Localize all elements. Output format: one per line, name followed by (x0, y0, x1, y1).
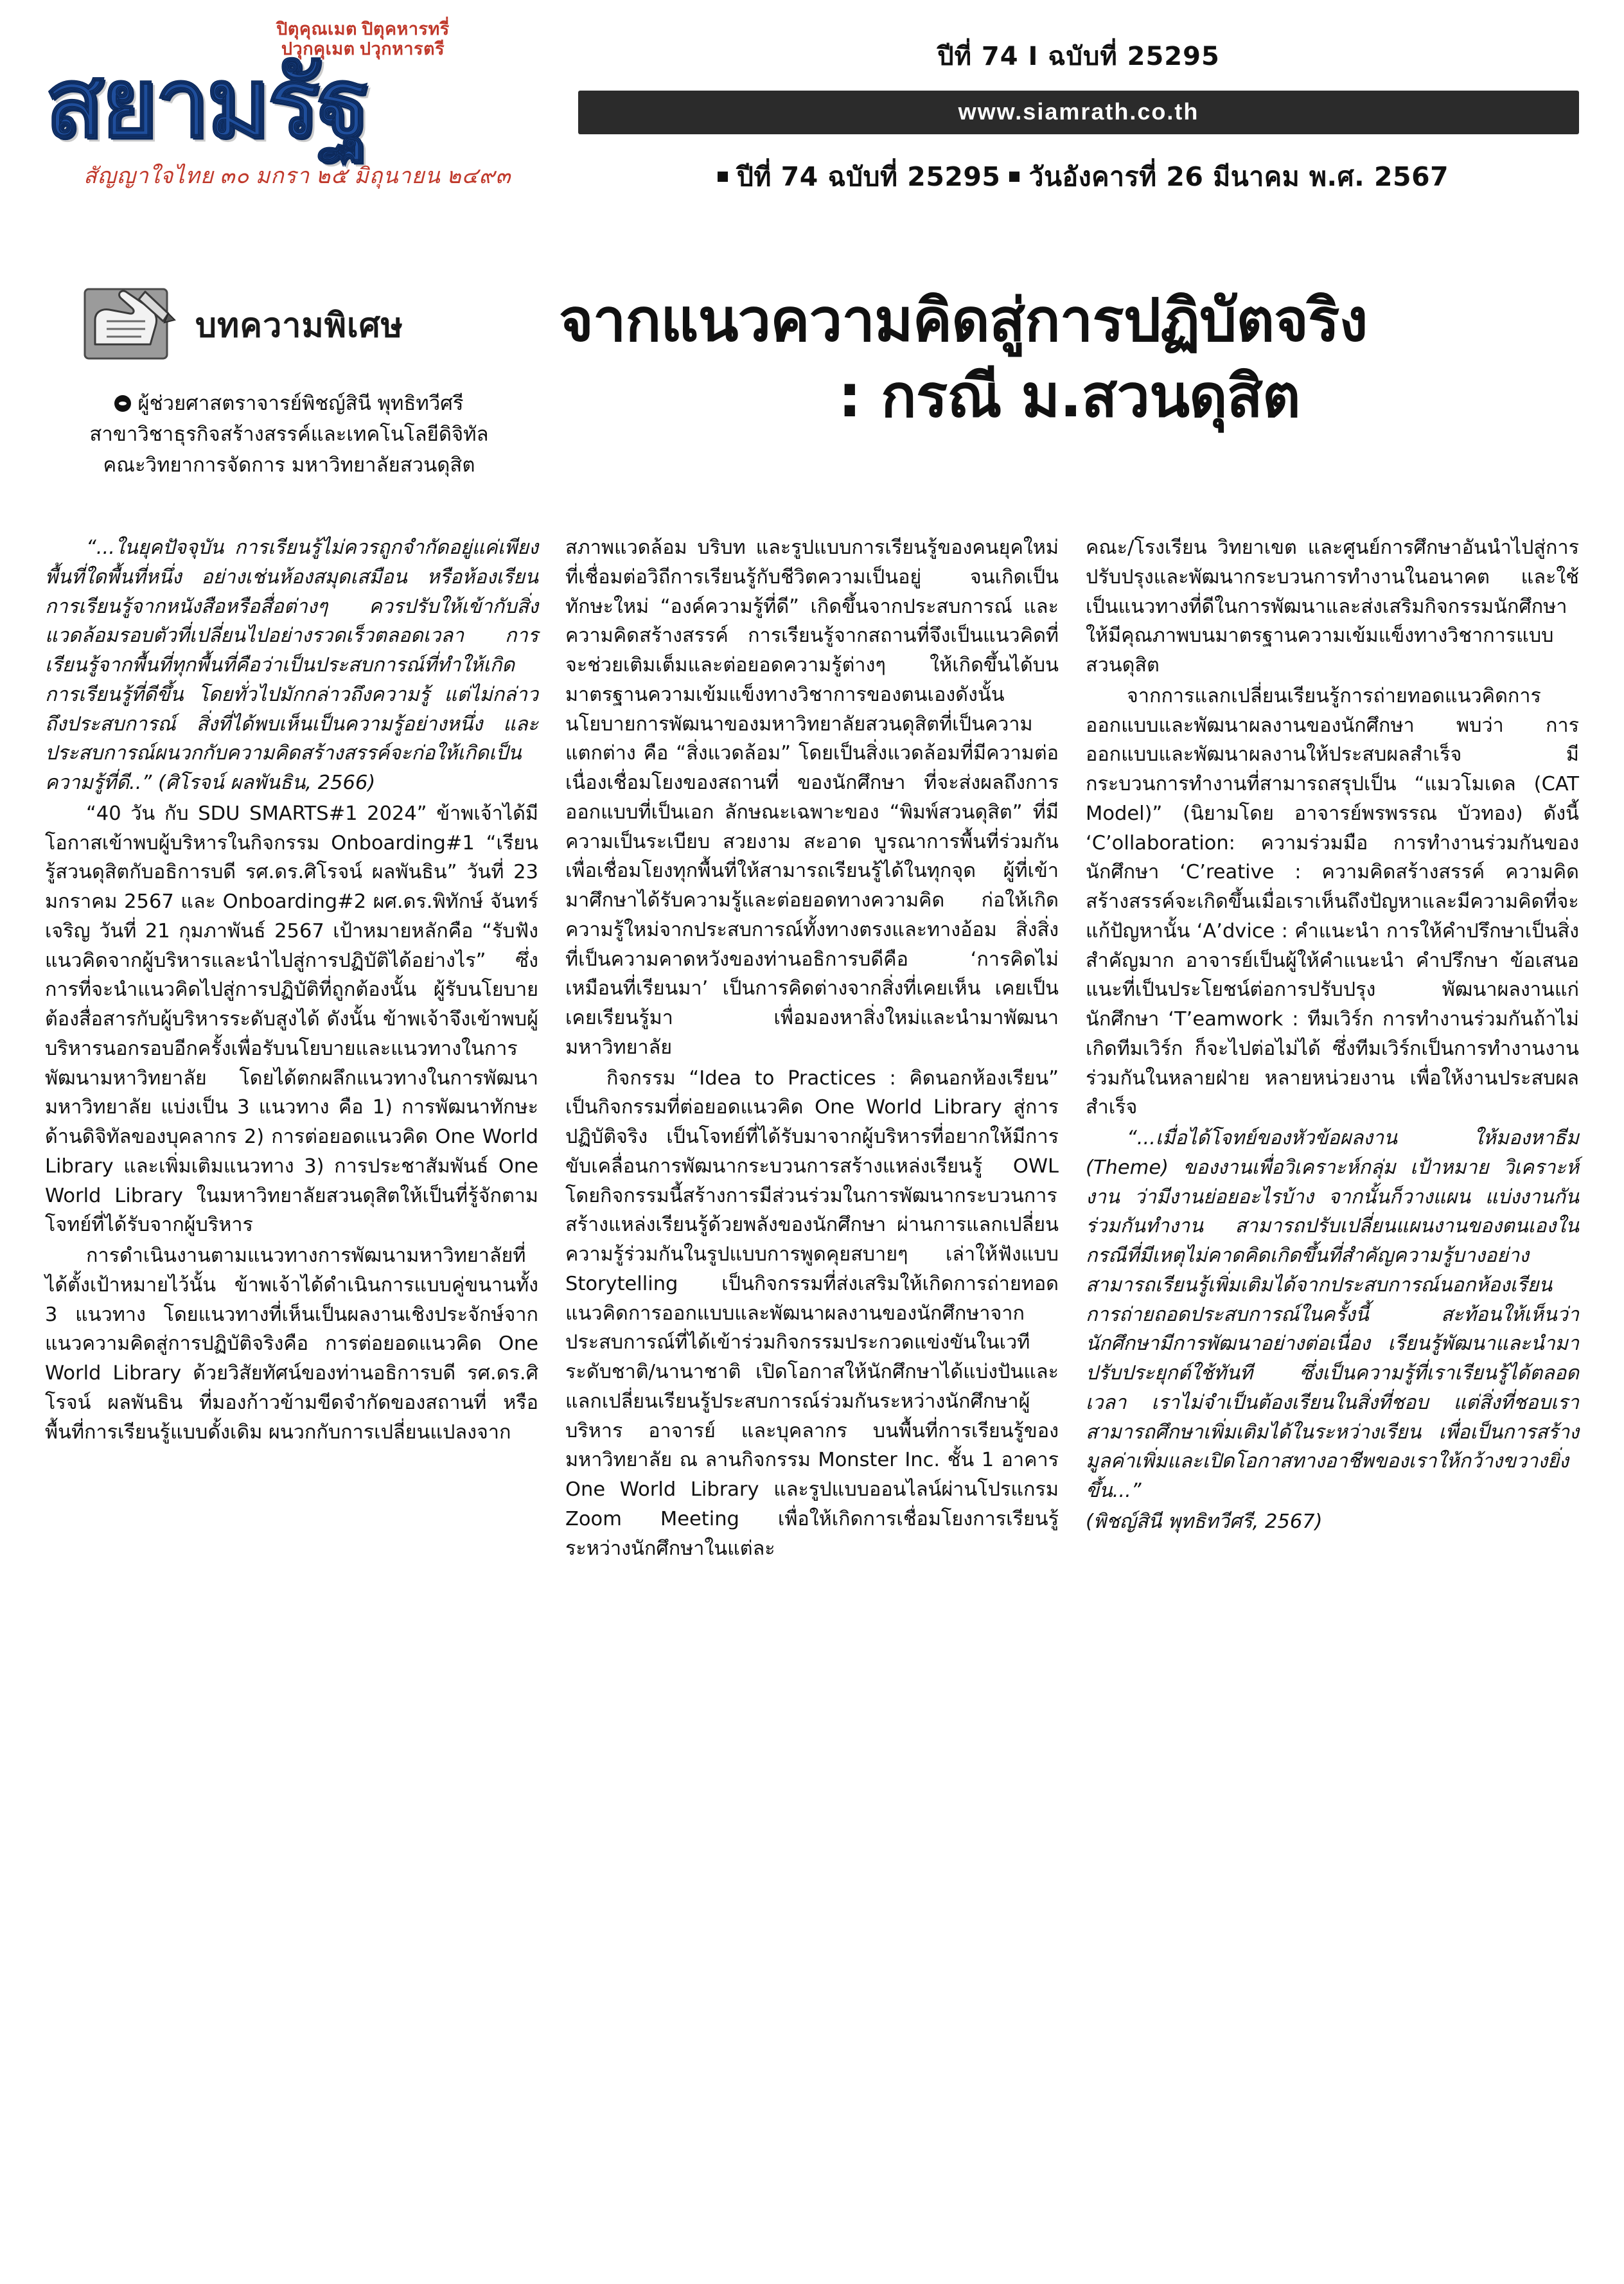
issue-line: ปีที่ 74 I ฉบับที่ 25295 (937, 42, 1220, 71)
column-2 (565, 533, 1059, 2262)
headline-area (45, 283, 1579, 514)
page-title (559, 283, 1579, 434)
paragraph: “...เมื่อได้โจทย์ของหัวข้อผลงาน ให้มองหาธีม (Theme) ของงานเพื่อวิเคราะห์กลุ่ม เป้าหมาย วิเคราะห์งาน ว่ามีงานย่อยอะไรบ้าง จากนั้นก็วางแผน แบ่งงานกัน ร่วมกันทำงาน สามารถปรับเปลี่ยนแผนงานของตนเองในกรณีที่มีเหตุไม่คาดคิดเกิดขึ้นที่สำคัญความรู้บางอย่างสามารถเรียนรู้เพิ่มเติมได้จากประสบการณ์นอกห้องเรียน การถ่ายถอดประสบการณ์ในครั้งนี้ สะท้อนให้เห็นว่านักศึกษามีการพัฒนาอย่างต่อเนื่อง เรียนรู้พัฒนาและนำมาปรับประยุกต์ใช้ทันที ซึ่งเป็นความรู้ที่เราเรียนรู้ได้ตลอดเวลา เราไม่จำเป็นต้องเรียนในสิ่งที่ชอบ แต่สิ่งที่ชอบเราสามารถศึกษาเพิ่มเติมได้ในระหว่างเรียน เพื่อเป็นการสร้างมูลค่าเพิ่มและเปิดโอกาสทางอาชีพของเราให้กว้างขวางยิ่งขึ้น...” (1086, 1127, 1579, 1502)
headline-line-1: จากแนวความคิดสู่การปฏิบัตจริง (559, 286, 1368, 355)
logo-wordmark: สยามรัฐ (45, 48, 367, 160)
square-bullet-icon-2 (1009, 172, 1019, 182)
headline-block (552, 283, 1579, 514)
byline-author-row (45, 388, 533, 419)
date-line-date: วันอังคารที่ 26 มีนาคม พ.ศ. 2567 (1028, 161, 1449, 192)
article-badge-block (45, 283, 552, 514)
date-line (578, 156, 1579, 198)
special-article-label: บทความพิเศษ (195, 306, 404, 345)
paragraph: จากการแลกเปลี่ยนเรียนรู้การถ่ายทอดแนวคิดการออกแบบและพัฒนาผลงานของนักศึกษา พบว่า การออกแบบและพัฒนาผลงานให้ประสบผลสำเร็จ มีกระบวนการทำงานที่สามารถสรุปเป็น “แมวโมเดล (CAT Model)” (นิยามโดย อาจารย์พรพรรณ บัวทอง) ดังนี้ ‘C’ollaboration: ความร่วมมือ การทำงานร่วมกันของนักศึกษา ‘C’reative : ความคิดสร้างสรรค์ ความคิด สร้างสรรค์จะเกิดขึ้นเมื่อเราเห็นถึงปัญหาและมีความคิดที่จะแก้ปัญหานั้น ‘A’dvice : คำแนะนำ การให้คำปรึกษาเป็นสิ่งสำคัญมาก อาจารย์เป็นผู้ให้คำแนะนำ คำปรึกษา ข้อเสนอแนะที่เป็นประโยชน์ต่อการปรับปรุง พัฒนาผลงานแก่นักศึกษา ‘T’eamwork : ทีมเวิร์ก การทำงานร่วมกันถ้าไม่เกิดทีมเวิร์ก ก็จะไปต่อไม่ได้ ซึ่งทีมเวิร์กเป็นการทำงานงานร่วมกันในหลายฝ่าย หลายหน่วยงาน เพื่อให้งานประสบผลสำเร็จ (1086, 684, 1579, 1119)
logo-sub-line-1: ปิตุคุณเมต ปิตุคหารทรี่ (276, 19, 450, 39)
paragraph: คณะ/โรงเรียน วิทยาเขต และศูนย์การศึกษาอันนำไปสู่การปรับปรุงและพัฒนากระบวนการทำงานในอนาคต และใช้เป็นแนวทางที่ดีในการพัฒนาและส่งเสริมกิจกรรมนักศึกษาให้มีคุณภาพบนมาตรฐานความเข้มแข็งทางวิชาการแบบสวนดุสิต (1086, 536, 1579, 677)
paragraph: การดำเนินงานตามแนวทางการพัฒนามหาวิทยาลัยที่ได้ตั้งเป้าหมายไว้นั้น ข้าพเจ้าได้ดำเนินการแบบคู่ขนานทั้ง 3 แนวทาง โดยแนวทางที่เห็นเป็นผลงานเชิงประจักษ์จากแนวความคิดสู่การปฏิบัติจริงคือ การต่อยอดแนวคิด One World Library ด้วยวิสัยทัศน์ของท่านอธิการบดี รศ.ดร.ศิโรจน์ ผลพันธิน ที่มองก้าวข้ามขีดจำกัดของสถานที่ หรือพื้นที่การเรียนรู้แบบดั้งเดิม ผนวกกับการเปลี่ยนแปลงจาก (45, 1244, 538, 1444)
column-1 (45, 533, 538, 2262)
byline-author: ผู้ช่วยศาสตราจารย์พิชญ์สินี พุทธิทวีศรี (137, 392, 464, 415)
column-3 (1086, 533, 1579, 2262)
website-url[interactable]: www.siamrath.co.th (578, 91, 1579, 134)
paragraph: “...ในยุคปัจจุบัน การเรียนรู้ไม่ควรถูกจำกัดอยู่แค่เพียงพื้นที่ใดพื้นที่หนึ่ง อย่างเช่นห้องสมุดเสมือน หรือห้องเรียน การเรียนรู้จากหนังสือหรือสื่อต่างๆ ควรปรับให้เข้ากับสิ่งแวดล้อมรอบตัวที่เปลี่ยนไปอย่างรวดเร็วตลอดเวลา การเรียนรู้จากพื้นที่ทุกพื้นที่คือว่าเป็นประสบการณ์ที่ทำให้เกิดการเรียนรู้ที่ดีขึ้น โดยทั่วไปมักกล่าวถึงความรู้ แต่ไม่กล่าวถึงประสบการณ์ สิ่งที่ได้พบเห็นเป็นความรู้อย่างหนึ่ง และประสบการณ์ผนวกกับความคิดสร้างสรรค์จะก่อให้เกิดเป็นความรู้ที่ดี..” (ศิโรจน์ ผลพันธิน, 2566) (45, 536, 538, 794)
date-line-issue: ปีที่ 74 ฉบับที่ 25295 (736, 161, 1001, 192)
article-body (45, 533, 1579, 2262)
special-article-badge (84, 283, 533, 366)
logo-sub-line-2: ปวุกคุเมต ปวุกหารตรี (281, 39, 445, 59)
eye-bullet-icon (114, 395, 131, 412)
headline-line-2: : กรณี ม.สวนดุสิต (838, 361, 1300, 430)
masthead-logo (45, 0, 578, 193)
logo-script-line: สัญญาใจไทย ๓๐ มกรา ๒๕ มิถุนายน ๒๔๙๓ (84, 164, 511, 189)
byline-faculty: คณะวิทยาการจัดการ มหาวิทยาลัยสวนดุสิต (103, 454, 475, 477)
square-bullet-icon (718, 172, 728, 182)
byline (45, 388, 533, 481)
masthead (45, 0, 1579, 276)
article-citation: (พิชญ์สินี พุทธิทวีศรี, 2567) (1086, 1510, 1323, 1533)
paragraph: กิจกรรม “Idea to Practices : คิดนอกห้องเรียน” เป็นกิจกรรมที่ต่อยอดแนวคิด One World Library สู่การปฏิบัติจริง เป็นโจทย์ที่ได้รับมาจากผู้บริหารที่อยากให้มีการขับเคลื่อนการพัฒนากระบวนการสร้างแหล่งเรียนรู้ OWL โดยกิจกรรมนี้สร้างการมีส่วนร่วมในการพัฒนากระบวนการสร้างแหล่งเรียนรู้ด้วยพลังของนักศึกษา ผ่านการแลกเปลี่ยนความรู้ร่วมกันในรูปแบบการพูดคุยสบายๆ เล่าให้ฟังแบบ Storytelling เป็นกิจกรรมที่ส่งเสริมให้เกิดการถ่ายทอดแนวคิดการออกแบบและพัฒนาผลงานของนักศึกษาจากประสบการณ์ที่ได้เข้าร่วมกิจกรรมประกวดแข่งขันในเวทีระดับชาติ/นานาชาติ เปิดโอกาสให้นักศึกษาได้แบ่งปันและแลกเปลี่ยนเรียนรู้ประสบการณ์ร่วมกันระหว่างนักศึกษาผู้บริหาร อาจารย์ และบุคลากร บนพื้นที่การเรียนรู้ของมหาวิทยาลัย ณ ลานกิจกรรม Monster Inc. ชั้น 1 อาคาร One World Library และรูปแบบออนไลน์ผ่านโปรแกรม Zoom Meeting เพื่อให้เกิดการเชื่อมโยงการเรียนรู้ระหว่างนักศึกษาในแต่ละ (565, 1067, 1059, 1560)
paragraph: สภาพแวดล้อม บริบท และรูปแบบการเรียนรู้ของคนยุคใหม่ ที่เชื่อมต่อวิถีการเรียนรู้กับชีวิตความเป็นอยู่ จนเกิดเป็นทักษะใหม่ “องค์ความรู้ที่ดี” เกิดขึ้นจากประสบการณ์ และความคิดสร้างสรรค์ การเรียนรู้จากสถานที่จึงเป็นแนวคิดที่จะช่วยเติมเต็มและต่อยอดความรู้ต่างๆ ให้เกิดขึ้นได้บนมาตรฐานความเข้มแข็งทางวิชาการของตนเองดังนั้นนโยบายการพัฒนาของมหาวิทยาลัยสวนดุสิตที่เป็นความแตกต่าง คือ “สิ่งแวดล้อม” โดยเป็นสิ่งแวดล้อมที่มีความต่อเนื่องเชื่อมโยงของสถานที่ ของนักศึกษา ที่จะส่งผลถึงการออกแบบที่เป็นเอก ลักษณะเฉพาะของ “พิมพ์สวนดุสิต” ที่มีความเป็นระเบียบ สวยงาม สะอาด บูรณาการพื้นที่ร่วมกันเพื่อเชื่อมโยงทุกพื้นที่ให้สามารถเรียนรู้ได้ในทุกจุด ผู้ที่เข้ามาศึกษาได้รับความรู้และต่อยอดทางความคิด ก่อให้เกิดความรู้ใหม่จากประสบการณ์ทั้งทางตรงและทางอ้อม สิ่งสิ่งที่เป็นความคาดหวังของท่านอธิการบดีคือ ‘การคิดไม่เหมือนที่เรียนมา’ เป็นการคิดต่างจากสิ่งที่เคยเห็น เคยเป็น เคยเรียนรู้มา เพื่อมองหาสิ่งใหม่และนำมาพัฒนามหาวิทยาลัย (565, 536, 1059, 1059)
paragraph: “40 วัน กับ SDU SMARTS#1 2024” ข้าพเจ้าได้มีโอกาสเข้าพบผู้บริหารในกิจกรรม Onboarding#1 “เรียนรู้สวนดุสิตกับอธิการบดี รศ.ดร.ศิโรจน์ ผลพันธิน” วันที่ 23 มกราคม 2567 และ Onboarding#2 ผศ.ดร.พิทักษ์ จันทร์เจริญ วันที่ 21 กุมภาพันธ์ 2567 เป้าหมายหลักคือ “รับฟังแนวคิดจากผู้บริหารและนำไปสู่การปฏิบัติได้อย่างไร” ซึ่งการที่จะนำแนวคิดไปสู่การปฏิบัติที่ถูกต้องนั้น ผู้รับนโยบายต้องสื่อสารกับผู้บริหารระดับสูงได้ ดังนั้น ข้าพเจ้าจึงเข้าพบผู้บริหารนอกรอบอีกครั้งเพื่อรับนโยบายและแนวทางในการพัฒนามหาวิทยาลัย โดยได้ตกผลึกแนวทางในการพัฒนามหาวิทยาลัย แบ่งเป็น 3 แนวทาง คือ 1) การพัฒนาทักษะด้านดิจิทัลของบุคลากร 2) การต่อยอดแนวคิด One World Library และเพิ่มเติมแนวทาง 3) การประชาสัมพันธ์ One World Library ในมหาวิทยาลัยสวนดุสิตให้เป็นที่รู้จักตามโจทย์ที่ได้รับจากผู้บริหาร (45, 802, 538, 1237)
byline-dept: สาขาวิชาธุรกิจสร้างสรรค์และเทคโนโลยีดิจิทัล (89, 423, 489, 447)
hand-pencil-icon (84, 283, 180, 366)
masthead-info (578, 0, 1579, 198)
